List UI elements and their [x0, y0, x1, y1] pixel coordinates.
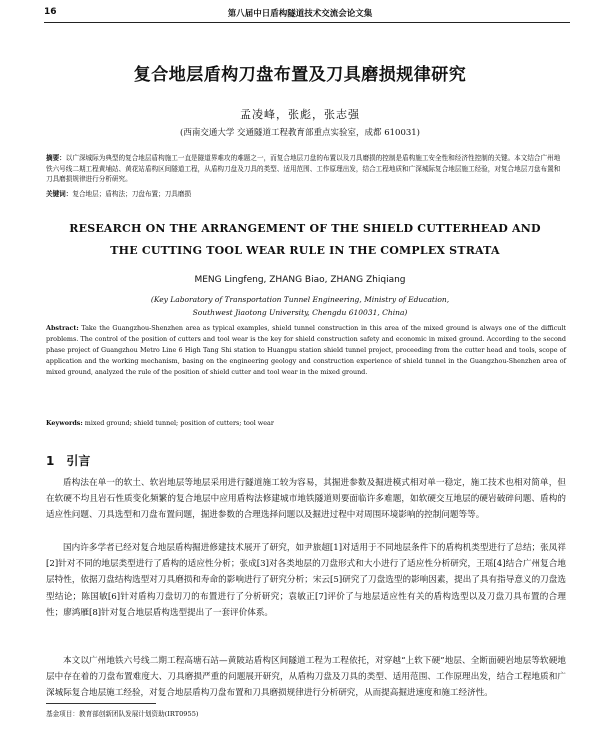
section-number: 1	[46, 454, 55, 468]
authors-en: MENG Lingfeng, ZHANG Biao, ZHANG Zhiqiang	[194, 275, 406, 285]
keywords-cn-text: 复合地层；盾构法；刀盘布置；刀具磨损	[72, 190, 192, 198]
body-paragraph: 盾构法在单一的软土、软岩地层等地层采用进行隧道施工较为容易，其掘进参数及掘进模式相对单一稳定，施工技术也相对简单，但在软硬不均且岩石性质变化频繁的复合地层中应用盾构法修建城市地铁隧道则要面临许多难题，如软硬交互地层的硬岩破碎问题、盾构的适应性问题、刀具选型和刀盘布置问题，掘进参数的合理选择问题以及掘进过程中对周围环境影响的控制问题等等。	[46, 478, 566, 521]
section-title: 引言	[66, 454, 91, 468]
abstract-cn	[46, 153, 566, 185]
conference-title: 第八届中日盾构隧道技术交流会论文集	[227, 9, 373, 19]
keywords-en-text: mixed ground; shield tunnel; position of cutters; tool wear	[84, 419, 274, 427]
keywords-en	[46, 419, 566, 427]
authors-cn: 孟凌峰，张彪，张志强	[240, 108, 360, 121]
footnote-rule	[46, 703, 156, 704]
body-paragraph: 本文以广州地铁六号线二期工程高塘石站—黄陂站盾构区间隧道工程为工程依托，对穿越“上软下硬”地层、全断面硬岩地层等软硬地层中存在着的刀盘布置难度大、刀具磨损严重的问题展开研究，从盾构刀盘及刀具的类型、适用范围、工作原理出发，结合工程地质和广深城际复合地层施工经验，对复合地层盾构刀盘布置和刀具磨损规律进行分析研究，从而提高掘进速度和施工经济性。	[46, 656, 566, 699]
section-heading	[46, 452, 90, 469]
abstract-en-text: Take the Guangzhou-Shenzhen area as typical examples, shield tunnel construction in this area of the mixed ground is always one of the difficult problems. The control of the position of cutters and tool wear is the key for shield construction safety and economic in mixed ground. According to the second phase project of Guangzhou Metro Line 6 High Tang Shi station to Huangpu station shield tunnel project, proceeding from the cutter head and tools, scope of application and the working mechanism, basing on the engineering geology and construction experience of shield tunnel in the Guangzhou-Shenzhen area of mixed ground, analyzed the rule of the position of shield cutter and tool wear in the mixed ground.	[46, 324, 566, 376]
paper-title-en: RESEARCH ON THE ARRANGEMENT OF THE SHIELD CUTTERHEAD AND THE CUTTING TOOL WEAR RULE IN THE COMPLEX STRATA	[69, 222, 541, 257]
funding-footnote	[46, 708, 198, 718]
footnote-label: 基金项目：	[46, 710, 79, 718]
paper-title-cn: 复合地层盾构刀盘布置及刀具磨损规律研究	[133, 65, 467, 85]
abstract-en	[46, 323, 566, 378]
page-number: 16	[44, 7, 57, 17]
abstract-cn-label: 摘要：	[46, 154, 66, 162]
body-paragraph: 国内许多学者已经对复合地层盾构掘进修建技术展开了研究，如尹旅超[1]对适用于不同地层条件下的盾构机类型进行了总结；张凤祥[2]针对不同的地层类型进行了盾构的适应性分析；张成[3]对各类地层的刀盘形式和大小进行了适应性分析研究，王瑶[4]结合广州复合地层特性，依据刀盘结构选型对刀具磨损和寿命的影响进行了研究分析；宋云[5]研究了刀盘选型的影响因素，提出了具有指导意义的刀盘选型结论；陈国敏[6]针对盾构刀盘切刀的布置进行了分析研究；袁敏正[7]评价了与地层适应性有关的盾构选型以及刀盘刀具布置的合理性；廖鸿雁[8]针对复合地层盾构选型提出了一套评价体系。	[46, 543, 566, 618]
running-header	[0, 0, 600, 26]
keywords-cn-label: 关键词：	[46, 190, 73, 198]
affiliation-cn: (西南交通大学 交通隧道工程教育部重点实验室，成都 610031)	[180, 128, 420, 138]
keywords-en-label: Keywords:	[46, 419, 83, 427]
abstract-cn-text: 以广深城际为典型的复合地层盾构施工一直是隧道界难攻的难题之一，而复合地层刀盘的布置以及刀具磨损的控制是盾构施工安全性和经济性控制的关键。本文结合广州地铁六号线二期工程黄埔站、黄花站盾构区间隧道工程，从盾构刀盘及刀具的类型、适用范围、工作原理出发，结合工程地质和广深城际复合地层施工经验，对复合地层刀盘布置和刀具磨损规律进行分析研究。	[46, 154, 561, 183]
affiliation-en: (Key Laboratory of Transportation Tunnel Engineering, Ministry of Education, Southwest Jiaotong University, Chengdu 610031, China)	[150, 295, 450, 317]
header-rule	[44, 22, 570, 23]
keywords-cn	[46, 188, 566, 198]
abstract-en-label: Abstract:	[46, 324, 79, 332]
footnote-text: 教育部创新团队发展计划资助(IRT0955)	[78, 710, 199, 718]
